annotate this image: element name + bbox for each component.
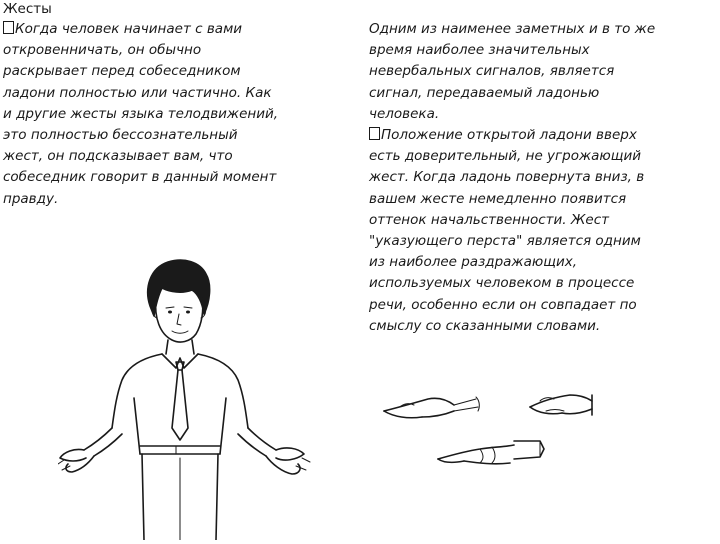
text-line: невербальных сигналов, является	[369, 63, 615, 80]
slide-title: Жесты	[3, 1, 52, 17]
pointing-finger-hand-icon	[438, 441, 544, 464]
open-palms-man-illustration	[58, 258, 313, 540]
text-line: Одним из наименее заметных и в то же	[369, 21, 656, 37]
text-line: человека.	[369, 105, 440, 122]
text-line: сигнал, передаваемый ладонью	[369, 84, 600, 101]
text-line: откровенничать, он обычно	[3, 42, 202, 59]
text-line: жест, он подсказывает вам, что	[3, 148, 233, 165]
checkbox-square-icon	[3, 21, 14, 34]
text-line: используемых человеком в процессе	[369, 275, 635, 292]
text-line: раскрывает перед собеседником	[3, 63, 241, 80]
palm-up-hand-icon	[384, 397, 479, 418]
text-line: есть доверительный, не угрожающий	[369, 148, 642, 165]
text-line: правду.	[3, 190, 59, 207]
checkbox-square-icon	[369, 127, 380, 140]
text-line: "указующего перста" является одним	[369, 233, 641, 250]
text-line: вашем жесте немедленно появится	[369, 190, 627, 207]
palm-gestures-illustration	[380, 385, 595, 480]
left-text-column	[3, 19, 348, 210]
text-line: из наиболее раздражающих,	[369, 254, 577, 271]
text-line: оттенок начальственности. Жест	[369, 211, 609, 228]
text-line: Когда человек начинает с вами	[3, 19, 348, 40]
text-line: речи, особенно если он совпадает по	[369, 296, 637, 313]
text-line: собеседник говорит в данный момент	[3, 169, 277, 186]
text-line: жест. Когда ладонь повернута вниз, в	[369, 169, 645, 186]
text-line: ладони полностью или частично. Как	[3, 84, 272, 101]
right-text-column	[369, 19, 714, 337]
palm-down-hand-icon	[530, 395, 592, 415]
text-line: Положение открытой ладони вверх	[369, 125, 714, 146]
text-line: и другие жесты языка телодвижений,	[3, 105, 279, 122]
text-line: это полностью бессознательный	[3, 127, 238, 144]
text-line: смыслу со сказанными словами.	[369, 317, 601, 334]
text-line: время наиболее значительных	[369, 42, 590, 59]
